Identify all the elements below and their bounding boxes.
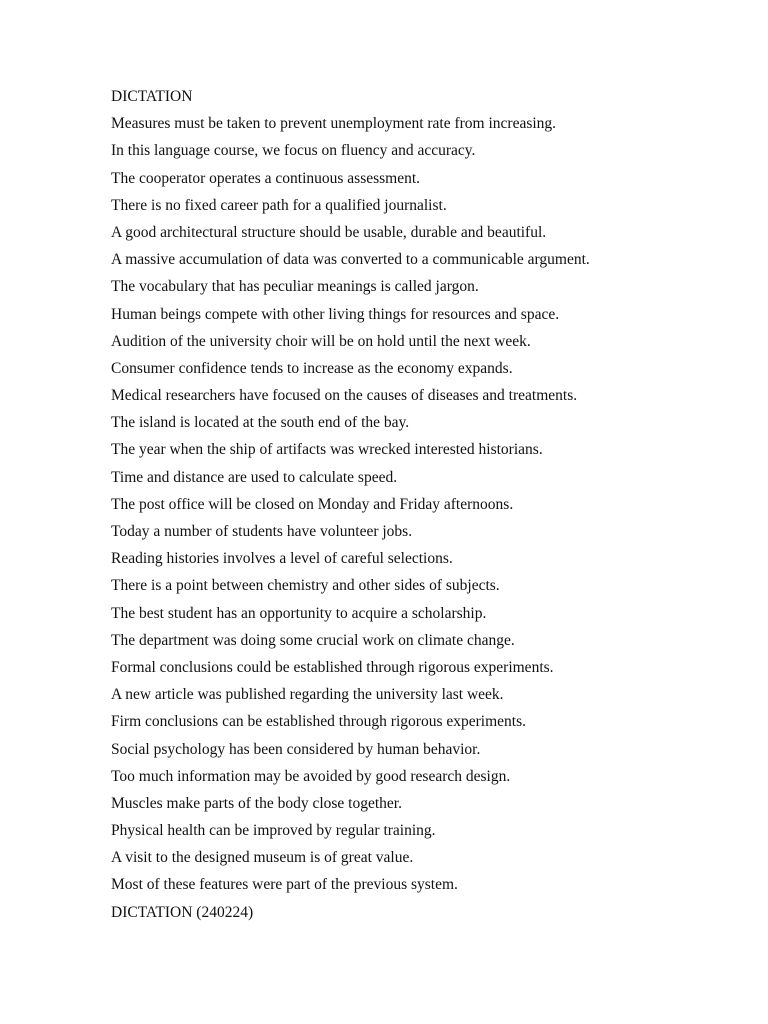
dictation-text-block bbox=[111, 86, 731, 929]
sentence-line: The vocabulary that has peculiar meanings is called jargon. bbox=[111, 278, 479, 296]
sentence-line: The cooperator operates a continuous assessment. bbox=[111, 169, 421, 187]
sentence-line: The best student has an opportunity to acquire a scholarship. bbox=[111, 604, 487, 622]
sentence-line: Social psychology has been considered by human behavior. bbox=[111, 740, 481, 758]
sentence-line: There is no fixed career path for a qualified journalist. bbox=[111, 196, 447, 214]
sentence-line: Consumer confidence tends to increase as the economy expands. bbox=[111, 359, 513, 377]
sentence-line: Formal conclusions could be established through rigorous experiments. bbox=[111, 658, 554, 676]
document-heading: DICTATION bbox=[111, 88, 193, 105]
sentence-line: Too much information may be avoided by good research design. bbox=[111, 767, 511, 785]
footer-heading: DICTATION (240224) bbox=[111, 903, 254, 921]
sentence-line: Reading histories involves a level of careful selections. bbox=[111, 550, 453, 568]
sentence-line: Medical researchers have focused on the causes of diseases and treatments. bbox=[111, 387, 578, 405]
sentence-line: The island is located at the south end of the bay. bbox=[111, 414, 410, 432]
sentence-line: The year when the ship of artifacts was wrecked interested historians. bbox=[111, 441, 543, 459]
sentence-line: A massive accumulation of data was converted to a communicable argument. bbox=[111, 251, 590, 269]
sentence-line: The post office will be closed on Monday and Friday afternoons. bbox=[111, 495, 514, 513]
sentence-line: In this language course, we focus on fluency and accuracy. bbox=[111, 142, 476, 160]
sentence-line: Measures must be taken to prevent unemployment rate from increasing. bbox=[111, 115, 557, 133]
sentence-line: Physical health can be improved by regular training. bbox=[111, 822, 436, 840]
sentence-line: A visit to the designed museum is of great value. bbox=[111, 849, 414, 867]
sentence-line: A new article was published regarding the university last week. bbox=[111, 686, 504, 704]
sentence-line: Time and distance are used to calculate speed. bbox=[111, 468, 398, 486]
sentence-line: The department was doing some crucial work on climate change. bbox=[111, 631, 515, 649]
sentence-line: Most of these features were part of the previous system. bbox=[111, 876, 458, 894]
sentence-line: There is a point between chemistry and other sides of subjects. bbox=[111, 577, 500, 595]
sentence-line: Human beings compete with other living things for resources and space. bbox=[111, 305, 560, 323]
sentence-line: A good architectural structure should be usable, durable and beautiful. bbox=[111, 223, 547, 241]
sentence-line: Today a number of students have volunteer jobs. bbox=[111, 523, 413, 540]
sentence-line: Audition of the university choir will be on hold until the next week. bbox=[111, 332, 531, 350]
sentence-line: Firm conclusions can be established through rigorous experiments. bbox=[111, 713, 526, 731]
sentence-line: Muscles make parts of the body close together. bbox=[111, 794, 402, 812]
